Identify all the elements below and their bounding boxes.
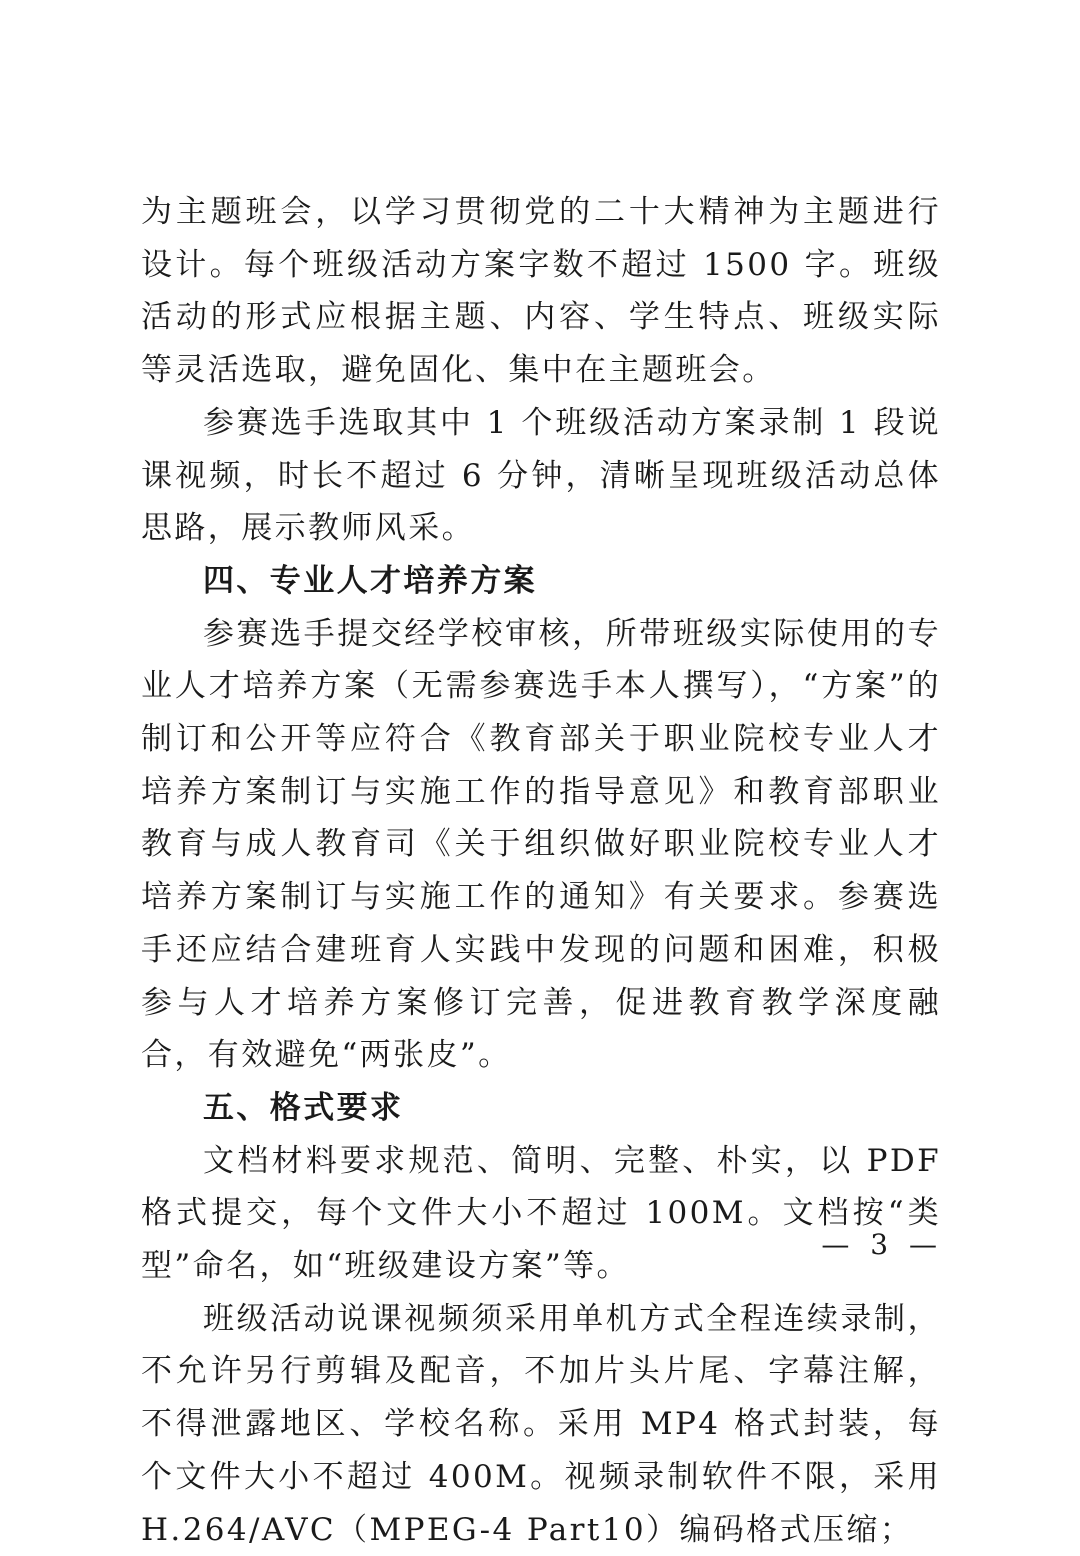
- document-body: [141, 186, 941, 1556]
- paragraph-video-format: 班级活动说课视频须采用单机方式全程连续录制，不允许另行剪辑及配音，不加片头片尾、字幕注解，不得泄露地区、学校名称。采用 MP4 格式封装，每个文件大小不超过 400M。视频录制软件不限，采用 H.264/AVC（MPEG-4 Part10）编码格式压缩；: [141, 1300, 941, 1548]
- paragraph-class-activity-design: 为主题班会，以学习贯彻党的二十大精神为主题进行设计。每个班级活动方案字数不超过 1500 字。班级活动的形式应根据主题、内容、学生特点、班级实际等灵活选取，避免固化、集中在主题班会。: [141, 194, 941, 389]
- section-heading-talent-training-plan: 四、专业人才培养方案: [203, 562, 537, 599]
- section-heading-format-requirements: 五、格式要求: [203, 1089, 404, 1126]
- paragraph-document-format: 文档材料要求规范、简明、完整、朴实，以 PDF 格式提交，每个文件大小不超过 100M。文档按“类型”命名，如“班级建设方案”等。: [141, 1142, 941, 1285]
- paragraph-talent-training-plan: 参赛选手提交经学校审核，所带班级实际使用的专业人才培养方案（无需参赛选手本人撰写），“方案”的制订和公开等应符合《教育部关于职业院校专业人才培养方案制订与实施工作的指导意见》和教育部职业教育与成人教育司《关于组织做好职业院校专业人才培养方案制订与实施工作的通知》有关要求。参赛选手还应结合建班育人实践中发现的问题和困难，积极参与人才培养方案修订完善，促进教育教学深度融合，有效避免“两张皮”。: [141, 615, 941, 1074]
- page-number: — 3 —: [821, 1228, 943, 1261]
- paragraph-lesson-video: 参赛选手选取其中 1 个班级活动方案录制 1 段说课视频，时长不超过 6 分钟，清晰呈现班级活动总体思路，展示教师风采。: [141, 404, 941, 547]
